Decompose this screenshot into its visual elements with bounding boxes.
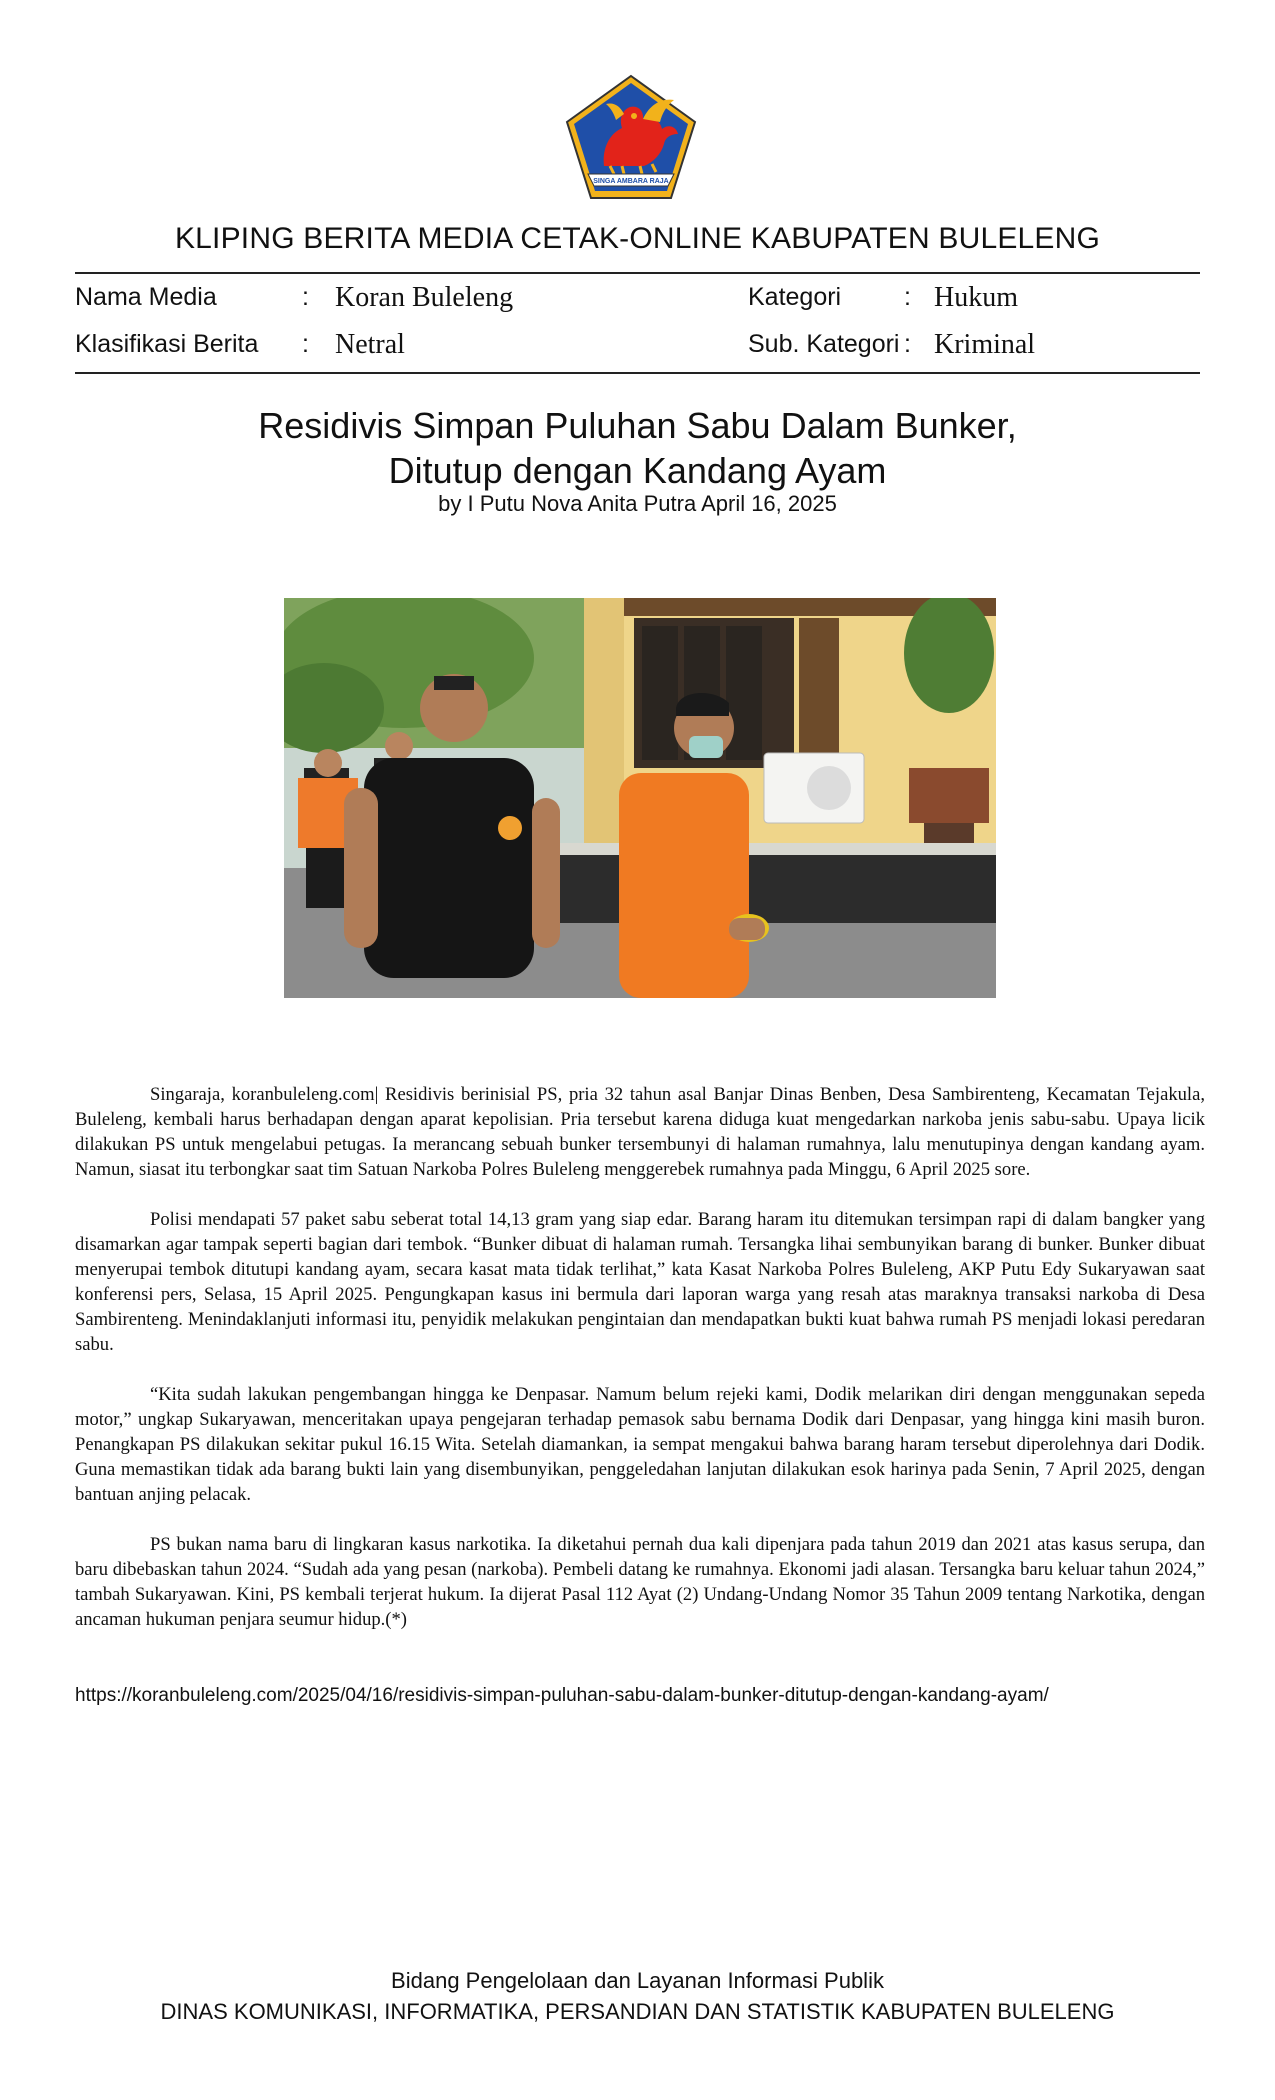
classification-label: Klasifikasi Berita: [75, 330, 259, 358]
subcategory-value: Kriminal: [934, 329, 1036, 360]
header-divider-top: [75, 272, 1200, 274]
article-body: [75, 1082, 1205, 1657]
article-title: [75, 403, 1200, 493]
article-title-line-2: Ditutup dengan Kandang Ayam: [388, 450, 887, 491]
article-paragraph-2: Polisi mendapati 57 paket sabu seberat total 14,13 gram yang siap edar. Barang haram itu ditemukan tersimpan rapi di dalam bangker yang disamarkan agar tampak seperti bagian dari tembok. “Bunker dibuat di halaman rumah. Tersangka lihai sembunyikan barang di bunker. Bunker dibuat menyerupai tembok ditutupi kandang ayam, secara kasat mata tidak terlihat,” kata Kasat Narkoba Polres Buleleng, AKP Putu Edy Sukaryawan saat konferensi pers, Selasa, 15 April 2025. Pengungkapan kasus ini bermula dari laporan warga yang resah atas maraknya transaksi narkoba di Desa Sambirenteng. Menindaklanjuti informasi itu, penyidik melakukan pengintaian dan mendapatkan bukti kuat bahwa rumah PS menjadi lokasi peredaran sabu.: [75, 1209, 1205, 1355]
buleleng-crest-logo: [564, 74, 698, 201]
footer-line-2: DINAS KOMUNIKASI, INFORMATIKA, PERSANDIAN DAN STATISTIK KABUPATEN BULELENG: [160, 1999, 1115, 2024]
article-paragraph-3: “Kita sudah lakukan pengembangan hingga ke Denpasar. Namum belum rejeki kami, Dodik melarikan diri dengan menggunakan sepeda motor,” ungkap Sukaryawan, menceritakan upaya pengejaran terhadap pemasok sabu bernama Dodik dari Denpasar, yang hingga kini masih buron. Penangkapan PS dilakukan sekitar pukul 16.15 Wita. Setelah diamankan, ia sempat mengakui bahwa barang haram tersebut diperolehnya dari Dodik. Guna memastikan tidak ada barang bukti lain yang disembunyikan, penggeledahan lanjutan dilakukan esok harinya pada Senin, 7 April 2025, dengan bantuan anjing pelacak.: [75, 1384, 1205, 1505]
category-value: Hukum: [934, 282, 1018, 313]
footer-line-1: Bidang Pengelolaan dan Layanan Informasi Publik: [391, 1968, 884, 1993]
classification-value: Netral: [335, 329, 405, 360]
article-title-line-1: Residivis Simpan Puluhan Sabu Dalam Bunker,: [258, 405, 1017, 446]
media-name-value: Koran Buleleng: [335, 282, 514, 313]
page-footer: [75, 1965, 1200, 2027]
article-photo: [284, 598, 996, 998]
media-name-label: Nama Media: [75, 283, 217, 311]
source-url-link[interactable]: https://koranbuleleng.com/2025/04/16/residivis-simpan-puluhan-sabu-dalam-bunker-ditutup-dengan-kandang-ayam/: [75, 1685, 1049, 1706]
category-colon: :: [904, 283, 911, 311]
crest-motto: SINGA AMBARA RAJA: [593, 178, 669, 185]
article-paragraph-1: Singaraja, koranbuleleng.com| Residivis berinisial PS, pria 32 tahun asal Banjar Dinas Benben, Desa Sambirenteng, Kecamatan Tejakula, Buleleng, kembali harus berhadapan dengan aparat kepolisian. Pria tersebut karena diduga kuat mengedarkan narkoba jenis sabu-sabu. Upaya licik dilakukan PS untuk mengelabui petugas. Ia merancang sebuah bunker tersembunyi di halaman rumahnya, lalu menutupinya dengan kandang ayam. Namun, siasat itu terbongkar saat tim Satuan Narkoba Polres Buleleng menggerebek rumahnya pada Minggu, 6 April 2025 sore.: [75, 1084, 1205, 1180]
subcategory-colon: :: [904, 330, 911, 358]
classification-colon: :: [302, 330, 309, 358]
clipping-header-title: KLIPING BERITA MEDIA CETAK-ONLINE KABUPATEN BULELENG: [174, 222, 1101, 255]
article-byline: by I Putu Nova Anita Putra April 16, 2025: [438, 491, 837, 516]
article-paragraph-4: PS bukan nama baru di lingkaran kasus narkotika. Ia diketahui pernah dua kali dipenjara pada tahun 2019 dan 2021 atas kasus serupa, dan baru dibebaskan tahun 2024. “Sudah ada yang pesan (narkoba). Pembeli datang ke rumahnya. Ekonomi jadi alasan. Tersangka baru keluar tahun 2024,” tambah Sukaryawan. Kini, PS kembali terjerat hukum. Ia dijerat Pasal 112 Ayat (2) Undang-Undang Nomor 35 Tahun 2009 tentang Narkotika, dengan ancaman hukuman penjara seumur hidup.(*): [75, 1534, 1205, 1630]
header-divider-bottom: [75, 372, 1200, 374]
subcategory-label: Sub. Kategori: [748, 330, 900, 358]
category-label: Kategori: [748, 283, 842, 311]
media-name-colon: :: [302, 283, 309, 311]
